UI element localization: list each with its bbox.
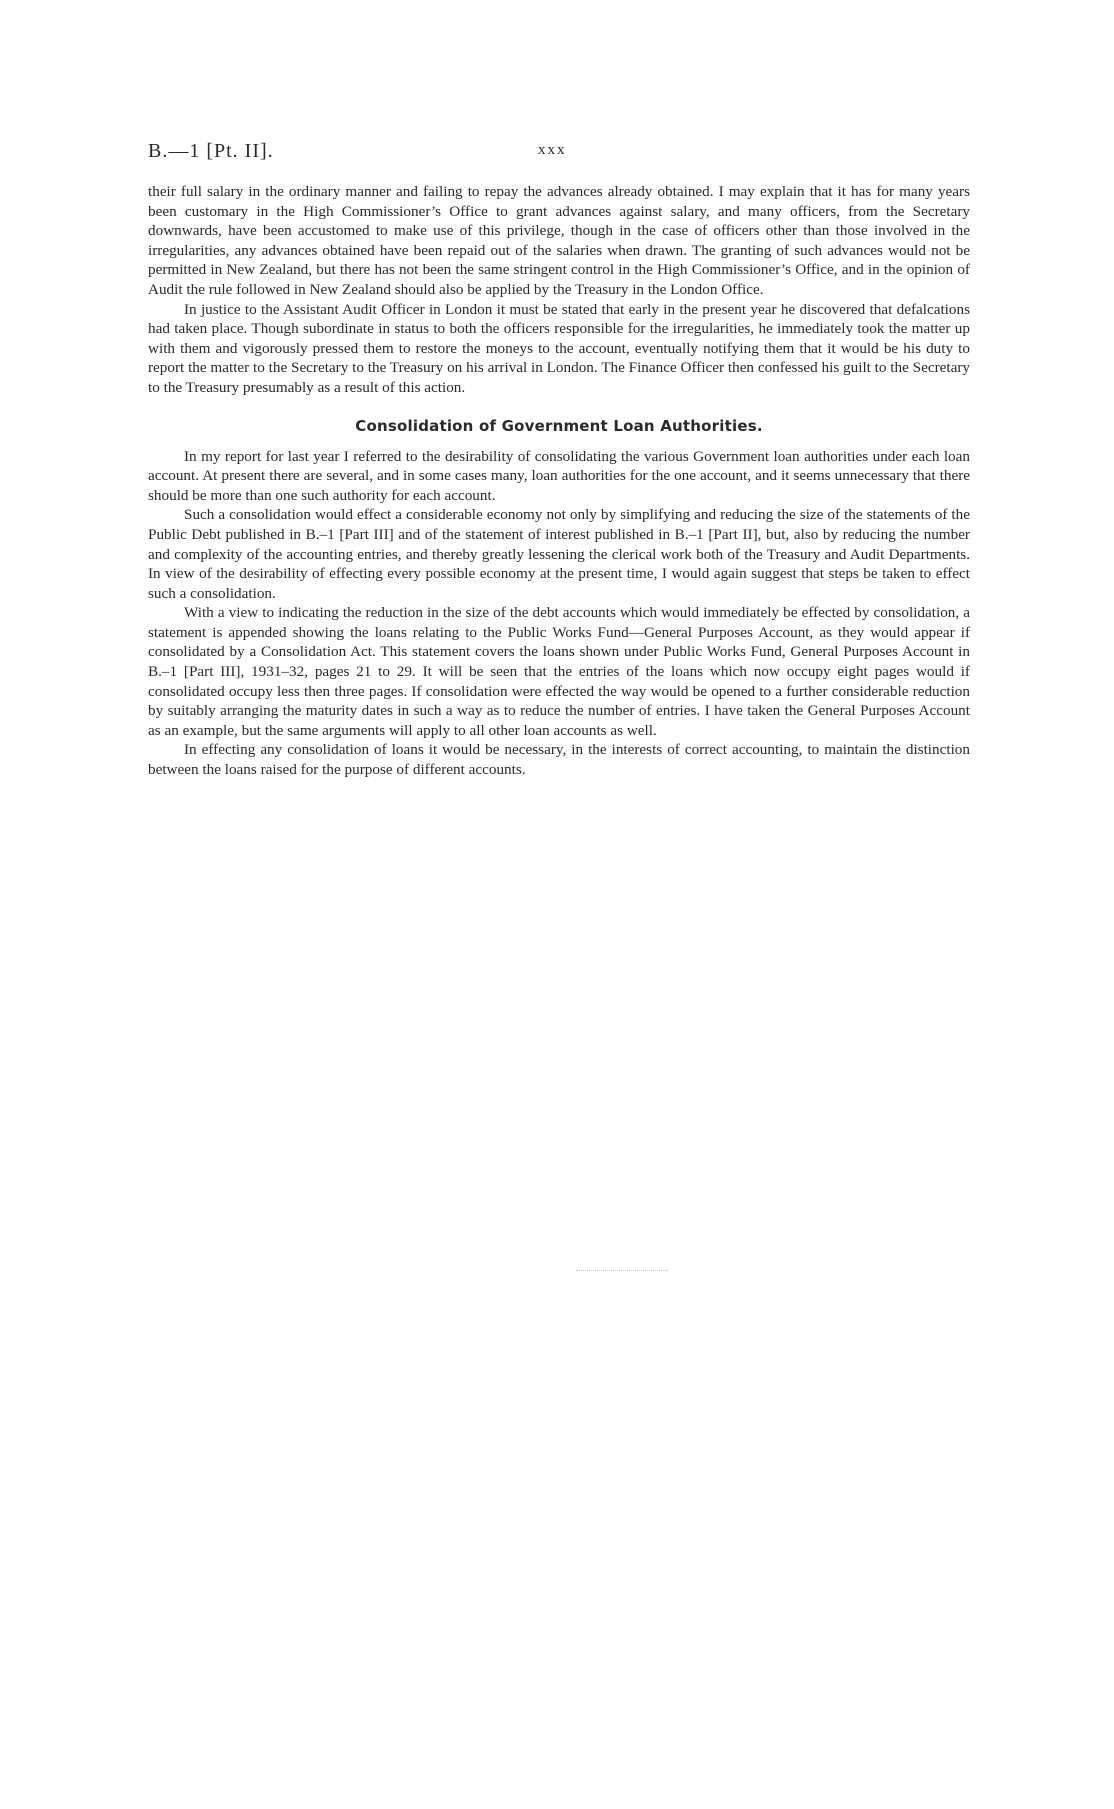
section-heading: Consolidation of Government Loan Authorities. — [355, 416, 763, 435]
page-number: xxx — [538, 142, 567, 158]
paragraph: In effecting any consolidation of loans it would be necessary, in the interests of correct accounting, to maintain the distinction between the loans raised for the purpose of different accounts. — [148, 741, 970, 779]
document-reference: B.—1 [Pt. II]. — [148, 140, 274, 162]
page-header — [148, 140, 970, 162]
paragraph: Such a consolidation would effect a considerable economy not only by simplifying and reducing the size of the statements of the Public Debt published in B.–1 [Part III] and of the statement of interest published in B.–1 [Part II], but, also by reducing the number and complexity of the accounting entries, and thereby greatly lessening the clerical work both of the Treasury and Audit Departments. In view of the desirability of effecting every possible economy at the present time, I would again suggest that steps be taken to effect such a consolidation. — [148, 506, 970, 602]
body-text — [148, 182, 970, 780]
paragraph-continued: their full salary in the ordinary manner and failing to repay the advances already obtained. I may explain that it has for many years been customary in the High Commissioner’s Office to grant advances against salary, and many officers, from the Secretary downwards, have been accustomed to make use of this privilege, though in the case of officers other than those involved in the irregularities, any advances obtained have been repaid out of the salaries when drawn. The granting of such advances would not be permitted in New Zealand, but there has not been the same stringent control in the High Commissioner’s Office, and in the opinion of Audit the rule followed in New Zealand should also be applied by the Treasury in the London Office. — [148, 183, 970, 298]
paragraph: In my report for last year I referred to the desirability of consolidating the various Government loan authorities under each loan account. At present there are several, and in some cases many, loan authorities for the one account, and it seems unnecessary that there should be more than one such authority for each account. — [148, 447, 970, 504]
paragraph: With a view to indicating the reduction in the size of the debt accounts which would immediately be effected by consolidation, a statement is appended showing the loans relating to the Public Works Fund—General Purposes Account, as they would appear if consolidated by a Consolidation Act. This statement covers the loans shown under Public Works Fund, General Purposes Account in B.–1 [Part III], 1931–32, pages 21 to 29. It will be seen that the entries of the loans which now occupy eight pages would if consolidated occupy less then three pages. If consolidation were effected the way would be opened to a further considerable reduction by suitably arranging the maturity dates in such a way as to reduce the number of entries. I have taken the General Purposes Account as an example, but the same arguments will apply to all other loan accounts as well. — [148, 604, 970, 739]
faint-divider — [576, 1270, 668, 1271]
paragraph: In justice to the Assistant Audit Officer in London it must be stated that early in the present year he discovered that defalcations had taken place. Though subordinate in status to both the officers responsible for the irregularities, he immediately took the matter up with them and vigorously pressed them to restore the moneys to the account, eventually notifying them that it would be his duty to report the matter to the Secretary to the Treasury on his arrival in London. The Finance Officer then confessed his guilt to the Secretary to the Treasury presumably as a result of this action. — [148, 300, 970, 396]
